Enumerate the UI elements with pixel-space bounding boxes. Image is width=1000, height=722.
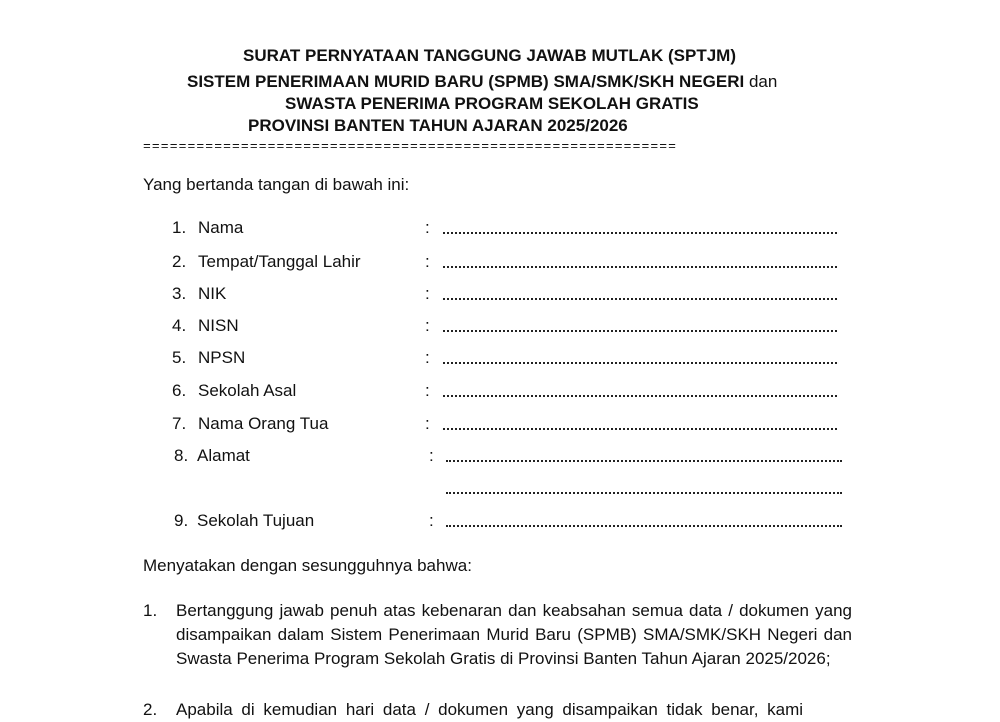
document-title-line-3: SWASTA PENERIMA PROGRAM SEKOLAH GRATIS xyxy=(285,94,699,113)
fill-line xyxy=(443,393,837,397)
statement-number: 2. xyxy=(143,700,158,719)
document-title-line-2 xyxy=(187,72,777,92)
statement-intro: Menyatakan dengan sesungguhnya bahwa: xyxy=(143,556,472,575)
fill-line xyxy=(443,264,837,268)
field-colon: : xyxy=(425,218,430,237)
field-number: 7. xyxy=(172,414,187,433)
field-number: 9. xyxy=(174,511,189,530)
field-number: 3. xyxy=(172,284,187,303)
field-colon: : xyxy=(425,348,430,367)
field-number: 8. xyxy=(174,446,189,465)
field-number: 4. xyxy=(172,316,187,335)
intro-text: Yang bertanda tangan di bawah ini: xyxy=(143,175,410,194)
fill-line xyxy=(443,426,837,430)
statement-number: 1. xyxy=(143,601,158,620)
field-colon: : xyxy=(425,414,430,433)
field-label-sekolah-asal: Sekolah Asal xyxy=(198,381,297,400)
field-colon: : xyxy=(425,381,430,400)
fill-line-continuation xyxy=(446,490,842,494)
field-number: 2. xyxy=(172,252,187,271)
statement-text: Bertanggung jawab penuh atas kebenaran dan keabsahan semua data / dokumen yang disampaikan dalam Sistem Penerimaan Murid Baru (SPMB) SMA/SMK/SKH Negeri dan Swasta Penerima Program Sekolah Gratis di Provinsi Banten Tahun Ajaran 2025/2026; xyxy=(176,601,852,668)
field-label-nama-orang-tua: Nama Orang Tua xyxy=(198,414,329,433)
fill-line xyxy=(443,230,837,234)
field-label-nisn: NISN xyxy=(198,316,239,335)
fill-line xyxy=(443,296,837,300)
fill-line xyxy=(443,328,837,332)
fill-line xyxy=(446,458,842,462)
field-label-sekolah-tujuan: Sekolah Tujuan xyxy=(197,511,315,530)
field-colon: : xyxy=(429,446,434,465)
fill-line xyxy=(446,523,842,527)
document-title-line-1: SURAT PERNYATAAN TANGGUNG JAWAB MUTLAK (SPTJM) xyxy=(243,46,736,65)
field-colon: : xyxy=(425,252,430,271)
field-label-nama: Nama xyxy=(198,218,244,237)
field-number: 6. xyxy=(172,381,187,400)
field-number: 1. xyxy=(172,218,187,237)
field-colon: : xyxy=(425,316,430,335)
field-label-npsn: NPSN xyxy=(198,348,246,367)
field-colon: : xyxy=(425,284,430,303)
title-line-2-light: dan xyxy=(744,72,778,91)
statement-text: Apabila di kemudian hari data / dokumen yang disampaikan tidak benar, kami xyxy=(176,700,804,719)
field-number: 5. xyxy=(172,348,187,367)
field-label-alamat: Alamat xyxy=(197,446,250,465)
document-title-line-4: PROVINSI BANTEN TAHUN AJARAN 2025/2026 xyxy=(248,116,628,135)
field-label-nik: NIK xyxy=(198,284,227,303)
separator-line: ============================================================ xyxy=(143,139,678,154)
field-label-tempat-tanggal-lahir: Tempat/Tanggal Lahir xyxy=(198,252,361,271)
fill-line xyxy=(443,360,837,364)
field-colon: : xyxy=(429,511,434,530)
title-line-2-bold: SISTEM PENERIMAAN MURID BARU (SPMB) SMA/SMK/SKH NEGERI xyxy=(187,72,745,91)
